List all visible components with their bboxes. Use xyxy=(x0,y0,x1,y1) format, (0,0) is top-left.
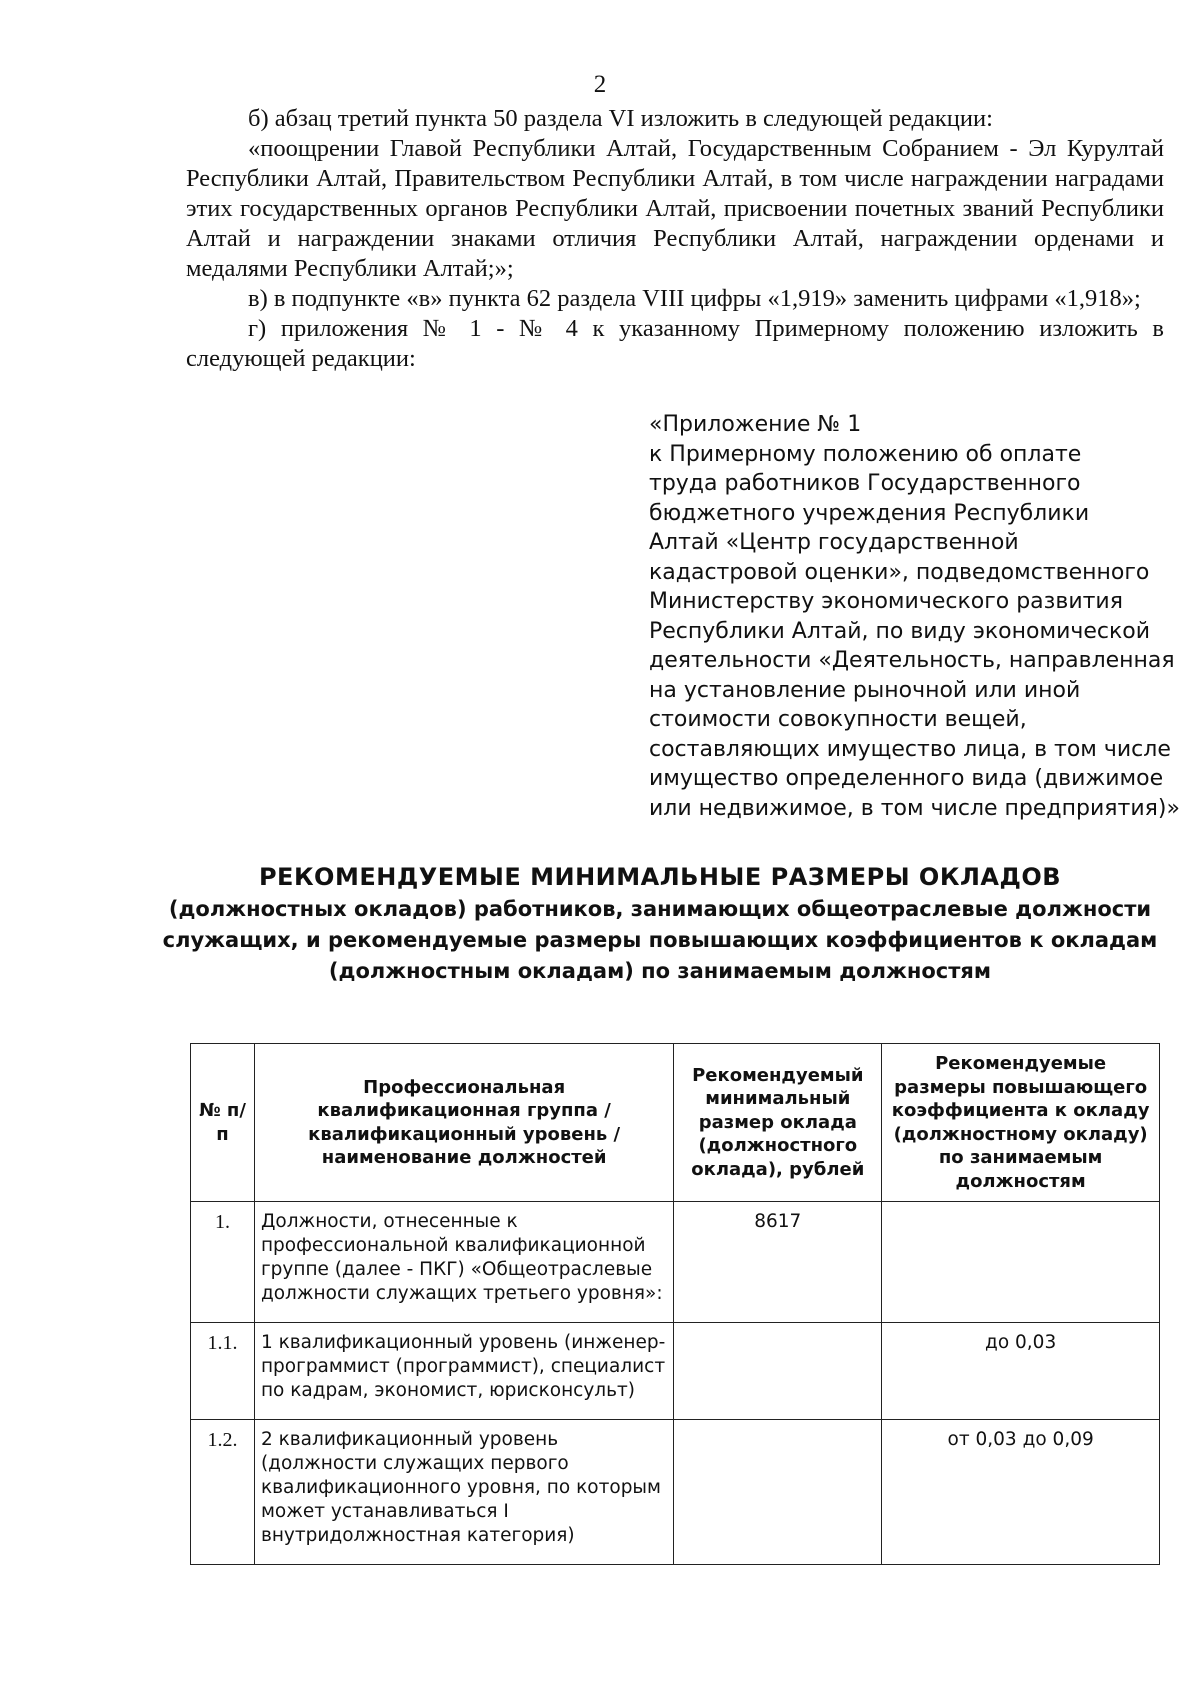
row-name: 1 квалификационный уровень (инженер-программист (программист), специалист по кадрам, экономист, юрисконсульт) xyxy=(254,1323,673,1420)
page-number: 2 xyxy=(593,71,607,98)
paragraph-b-quote: «поощрении Главой Республики Алтай, Государственным Собранием - Эл Курултай Республики Алтай, Правительством Республики Алтай, в том числе награждении наградами этих государственных органов Республики Алтай, присвоении почетных званий Республики Алтай и награждении знаками отличия Республики Алтай, награждении орденами и медалями Республики Алтай;»; xyxy=(186,135,1164,282)
annex-line: имущество определенного вида (движимое xyxy=(649,766,1164,791)
row-salary xyxy=(674,1323,882,1420)
annex-line: бюджетного учреждения Республики xyxy=(649,500,1090,526)
annex-line: на установление рыночной или иной xyxy=(649,677,1081,703)
row-number: 1.2. xyxy=(191,1420,255,1565)
row-coefficient: от 0,03 до 0,09 xyxy=(882,1420,1160,1565)
annex-line: или недвижимое, в том числе предприятия)» xyxy=(649,795,1180,821)
annex-line: Министерству экономического развития xyxy=(649,589,1123,614)
salary-table xyxy=(190,1043,1160,1565)
row-salary xyxy=(674,1420,882,1565)
annex-line: «Приложение № 1 xyxy=(649,412,862,437)
annex-line: составляющих имущество лица, в том числе xyxy=(649,736,1171,762)
row-coefficient: до 0,03 xyxy=(882,1323,1160,1420)
annex-line: деятельности «Деятельность, направленная xyxy=(649,648,1175,673)
row-name: 2 квалификационный уровень (должности служащих первого квалификационного уровня, по которым может устанавливаться I внутридолжностная категория) xyxy=(254,1420,673,1565)
heading-title: РЕКОМЕНДУЕМЫЕ МИНИМАЛЬНЫЕ РАЗМЕРЫ ОКЛАДОВ xyxy=(258,863,1062,891)
annex-line: стоимости совокупности вещей, xyxy=(649,707,1027,732)
annex-line: Республики Алтай, по виду экономической xyxy=(649,618,1151,644)
row-salary: 8617 xyxy=(674,1202,882,1323)
row-number: 1. xyxy=(191,1202,255,1323)
table-row xyxy=(191,1202,1160,1323)
paragraph-b: б) абзац третий пункта 50 раздела VI изложить в следующей редакции: xyxy=(248,105,993,132)
body-text xyxy=(186,104,1164,374)
table-heading xyxy=(150,860,1170,987)
annex-line: труда работников Государственного xyxy=(649,471,1081,496)
header-number: № п/п xyxy=(191,1044,255,1202)
table-header-row xyxy=(191,1044,1160,1202)
paragraph-g: г) приложения № 1 - № 4 к указанному Примерному положению изложить в следующей редакции: xyxy=(186,315,1164,372)
row-coefficient xyxy=(882,1202,1160,1323)
heading-subtitle-line: (должностных окладов) работников, занимающих общеотраслевые должности xyxy=(168,897,1152,921)
paragraph-v: в) в подпункте «в» пункта 62 раздела VIII цифры «1,919» заменить цифрами «1,918»; xyxy=(248,285,1141,312)
annex-line: кадастровой оценки», подведомственного xyxy=(649,559,1150,585)
row-number: 1.1. xyxy=(191,1323,255,1420)
header-coefficient: Рекомендуемые размеры повышающего коэффициента к окладу (должностному окладу) по занимаемым должностям xyxy=(882,1044,1160,1202)
annex-block xyxy=(649,410,1180,823)
heading-subtitle-line: (должностным окладам) по занимаемым должностям xyxy=(328,959,992,983)
annex-line: к Примерному положению об оплате xyxy=(649,441,1082,467)
row-name: Должности, отнесенные к профессиональной квалификационной группе (далее - ПКГ) «Общеотраслевые должности служащих третьего уровня»: xyxy=(254,1202,673,1323)
annex-line: Алтай «Центр государственной xyxy=(649,530,1019,555)
heading-subtitle-line: служащих, и рекомендуемые размеры повышающих коэффициентов к окладам xyxy=(162,928,1158,952)
header-salary: Рекомендуемый минимальный размер оклада (должностного оклада), рублей xyxy=(674,1044,882,1202)
table-row xyxy=(191,1323,1160,1420)
header-group: Профессиональная квалификационная группа / квалификационный уровень / наименование должностей xyxy=(254,1044,673,1202)
table-row xyxy=(191,1420,1160,1565)
